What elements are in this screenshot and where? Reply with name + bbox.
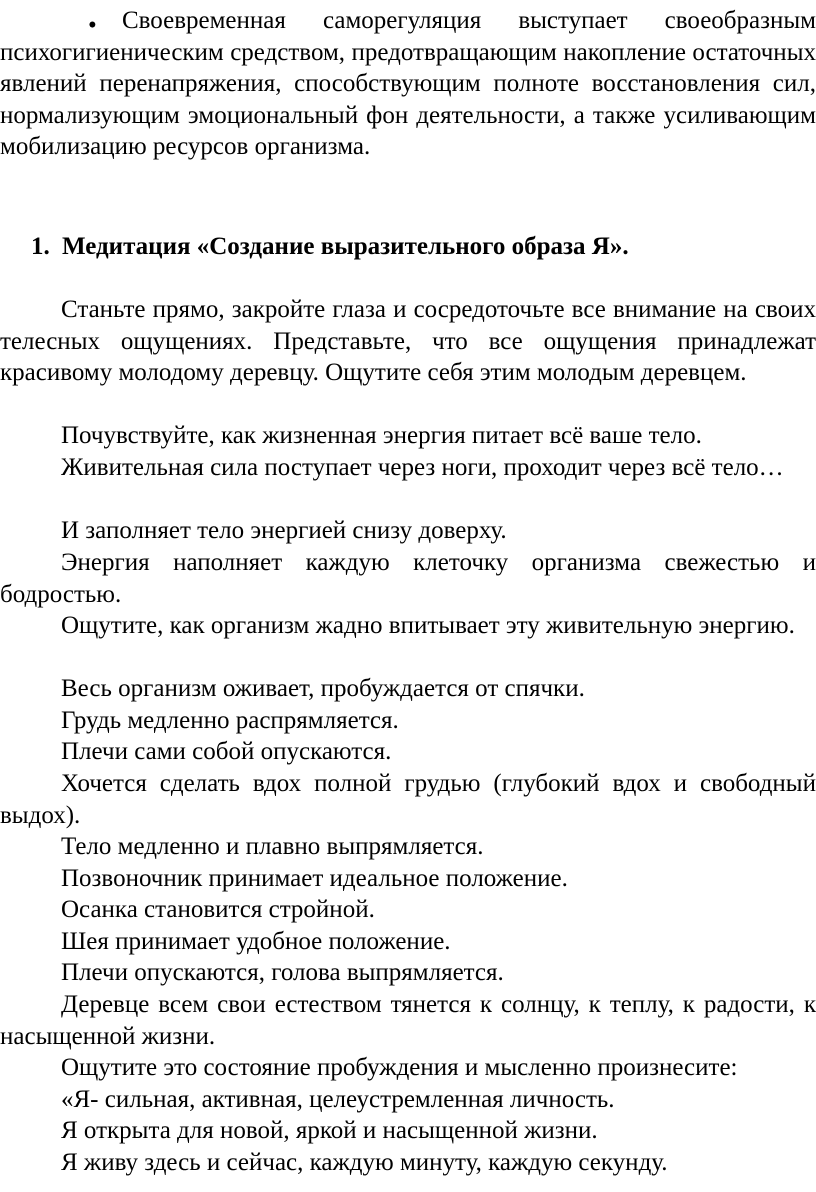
bullet-paragraph-text: Своевременная саморегуляция выступает своеобразным психогигиеническим средством, предотвращающим накопление остаточных явлений перенапряжения, способствующим полноте восстановления сил, нормализующим эмоциональный фон деятельности, а также усиливающим мобилизацию ресурсов организма.: [0, 7, 816, 160]
paragraph: «Я- сильная, активная, целеустремленная личность.: [61, 1086, 615, 1113]
paragraph: Хочется сделать вдох полной грудью (глубокий вдох и свободный выдох).: [0, 770, 816, 829]
paragraph: Шея принимает удобное положение.: [61, 928, 451, 955]
paragraph: Позвоночник принимает идеальное положение.: [61, 865, 568, 892]
paragraph: Энергия наполняет каждую клеточку организма свежестью и бодростью.: [0, 549, 816, 608]
paragraph: Я живу здесь и сейчас, каждую минуту, каждую секунду.: [61, 1149, 668, 1176]
paragraph: Плечи сами собой опускаются.: [61, 738, 392, 765]
paragraph: Ощутите, как организм жадно впитывает эту живительную энергию.: [61, 612, 795, 639]
paragraph: Живительная сила поступает через ноги, проходит через всё тело…: [61, 454, 784, 481]
paragraph: Ощутите это состояние пробуждения и мысленно произнесите:: [61, 1054, 738, 1081]
bullet-icon: •: [88, 12, 97, 39]
paragraph: Осанка становится стройной.: [61, 896, 375, 923]
bullet-paragraph: [0, 5, 816, 163]
paragraph: Грудь медленно распрямляется.: [61, 707, 399, 734]
paragraph: Плечи опускаются, голова выпрямляется.: [61, 959, 504, 986]
paragraph: Тело медленно и плавно выпрямляется.: [61, 833, 484, 860]
paragraph: И заполняет тело энергией снизу доверху.: [61, 517, 507, 544]
heading-number: 1.: [31, 233, 50, 260]
section-heading: [31, 231, 816, 263]
paragraph: Весь организм оживает, пробуждается от спячки.: [61, 675, 585, 702]
heading-text: Медитация «Создание выразительного образа Я».: [62, 233, 629, 260]
paragraph: Я открыта для новой, яркой и насыщенной жизни.: [61, 1117, 598, 1144]
paragraph: Почувствуйте, как жизненная энергия питает всё ваше тело.: [61, 422, 702, 449]
paragraph: Станьте прямо, закройте глаза и сосредоточьте все внимание на своих телесных ощущениях. Представьте, что все ощущения принадлежат красивому молодому деревцу. Ощутите себя этим молодым деревцем.: [0, 296, 816, 386]
paragraph: Деревце всем свои естеством тянется к солнцу, к теплу, к радости, к насыщенной жизни.: [0, 991, 816, 1050]
